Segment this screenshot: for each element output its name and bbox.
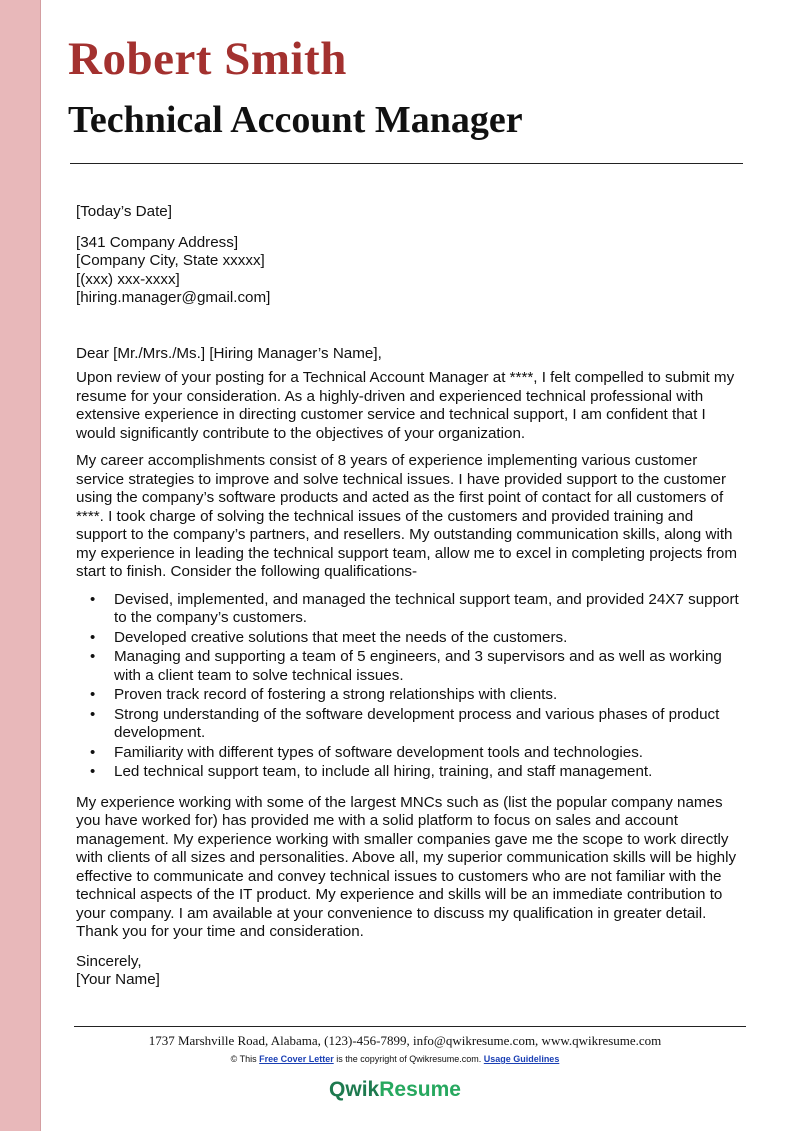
paragraph-accomplishments: My career accomplishments consist of 8 years of experience implementing various customer service strategies to improve and solve technical issues. I have provided support to the customer using the company’s software products and acted as the first point of contact for all customers of ****. I took charge of solving the technical issues of the customers and provided training and support to the company’s partners, and resellers. My outstanding communication skills, along with my experience in leading the technical support team, allow me to excel in completing projects from start to finish. Consider the following qualifications-	[76, 452, 737, 580]
decorative-side-band	[0, 0, 41, 1131]
copyright-prefix: This	[239, 1054, 257, 1064]
recipient-address	[76, 234, 746, 308]
usage-guidelines-link[interactable]: Usage Guidelines	[483, 1054, 560, 1064]
qualification-item: • Familiarity with different types of software development tools and technologies.	[114, 744, 746, 763]
header-divider	[70, 163, 743, 164]
address-line: [341 Company Address]	[76, 233, 239, 251]
salutation: Dear [Mr./Mrs./Ms.] [Hiring Manager’s Name],	[76, 344, 382, 362]
signature-placeholder: [Your Name]	[76, 971, 160, 988]
footer-contact-info: 1737 Marshville Road, Alabama, (123)-456-7899, info@qwikresume.com, www.qwikresume.com	[148, 1033, 662, 1048]
logo-text-qwik: Qwik	[329, 1078, 380, 1101]
footer-divider	[74, 1026, 746, 1027]
qualification-item: • Developed creative solutions that meet the needs of the customers.	[114, 629, 746, 648]
paragraph-intro: Upon review of your posting for a Technical Account Manager at ****, I felt compelled to submit my resume for your consideration. As a highly-driven and experienced technical professional with extensive experience in directing customer service and technical support, I am confident that I would significantly contribute to the objectives of your organization.	[76, 369, 735, 442]
letter-date: [Today’s Date]	[76, 203, 172, 220]
copyright-icon: ©	[230, 1054, 238, 1064]
free-cover-letter-link[interactable]: Free Cover Letter	[259, 1054, 334, 1064]
qualifications-list	[76, 591, 746, 782]
letter-body	[76, 203, 746, 990]
qwikresume-logo[interactable]	[0, 1078, 790, 1102]
copyright-notice	[0, 1054, 790, 1064]
qualification-item: • Managing and supporting a team of 5 engineers, and 3 supervisors and as well as working with a client team to solve technical issues.	[114, 648, 746, 685]
qualification-item: • Proven track record of fostering a strong relationships with clients.	[114, 686, 746, 705]
qualification-item: • Devised, implemented, and managed the technical support team, and provided 24X7 support to the company’s customers.	[114, 591, 746, 628]
address-email: [hiring.manager@gmail.com]	[76, 289, 271, 306]
qualification-item: • Strong understanding of the software development process and various phases of product development.	[114, 706, 746, 743]
qualification-item: • Led technical support team, to include all hiring, training, and staff management.	[114, 763, 746, 782]
address-line: [Company City, State xxxxx]	[76, 252, 265, 269]
paragraph-experience: My experience working with some of the largest MNCs such as (list the popular company names you have worked for) has provided me with a solid platform to focus on sales and account management. My experience working with smaller companies gave me the scope to work directly with clients of all sizes and personalities. Above all, my superior communication skills will be highly effective to communicate and convey technical issues to customers who are not familiar with the technical aspects of the IT product. My experience and skills will be an immediate contribution to your company. I am available at your convenience to discuss my qualification in greater detail. Thank you for your time and consideration.	[76, 793, 737, 940]
closing: Sincerely,	[76, 952, 142, 970]
copyright-text: is the copyright of Qwikresume.com.	[336, 1054, 482, 1064]
logo-text-resume: Resume	[379, 1078, 461, 1101]
address-phone: [(xxx) xxx-xxxx]	[76, 270, 180, 288]
job-title: Technical Account Manager	[68, 99, 523, 141]
applicant-name: Robert Smith	[68, 33, 347, 85]
